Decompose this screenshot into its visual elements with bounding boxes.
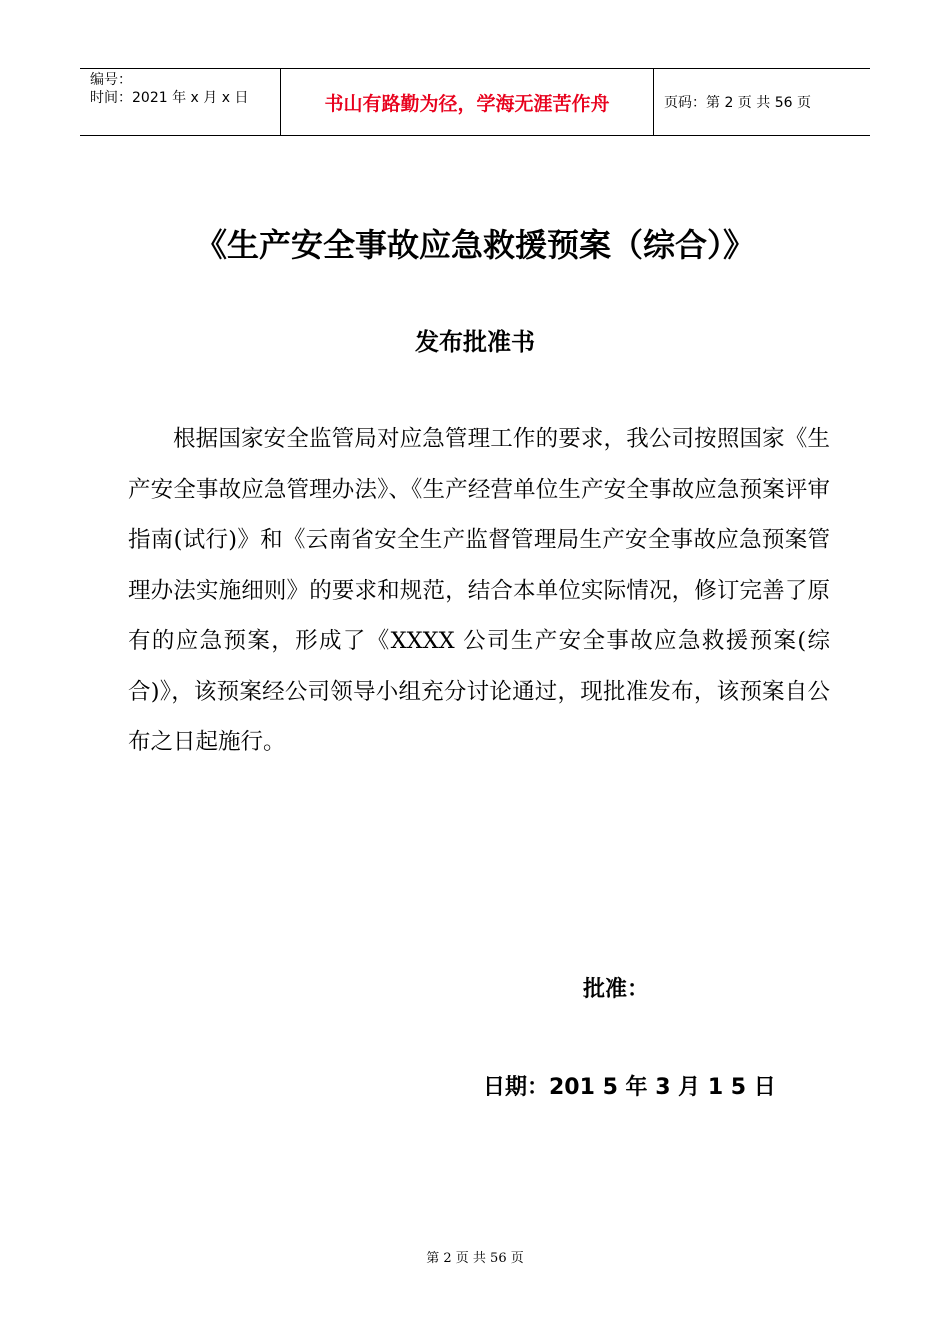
document-subtitle: 发布批准书	[415, 328, 535, 356]
approval-label: 批准：	[583, 977, 650, 1002]
time-label: 时间：2021 年 x 月 x 日	[90, 90, 249, 106]
number-label: 编号：	[90, 72, 132, 88]
body-paragraph: 根据国家安全监管局对应急管理工作的要求，我公司按照国家《生产安全事故应急管理办法》、《生产经营单位生产安全事故应急预案评审指南(试行)》和《云南省安全生产监督管理局生产安全事故应急预案管理办法实施细则》的要求和规范，结合本单位实际情况，修订完善了原有的应急预案，形成了《XXXX 公司生产安全事故应急救援预案(综合)》，该预案经公司领导小组充分讨论通过，现批准发布，该预案自公布之日起施行。	[128, 426, 830, 755]
date-label: 日期：201 5 年 3 月 1 5 日	[483, 1075, 776, 1100]
document-title: 《生产安全事故应急救援预案（综合）》	[194, 226, 755, 264]
page-footer: 第 2 页 共 56 页	[426, 1251, 524, 1266]
header-meta	[80, 69, 281, 135]
header-motto: 书山有路勤为径，学海无涯苦作舟	[281, 69, 654, 135]
page-header	[80, 68, 870, 136]
header-page-info: 页码：第 2 页 共 56 页	[664, 95, 811, 111]
